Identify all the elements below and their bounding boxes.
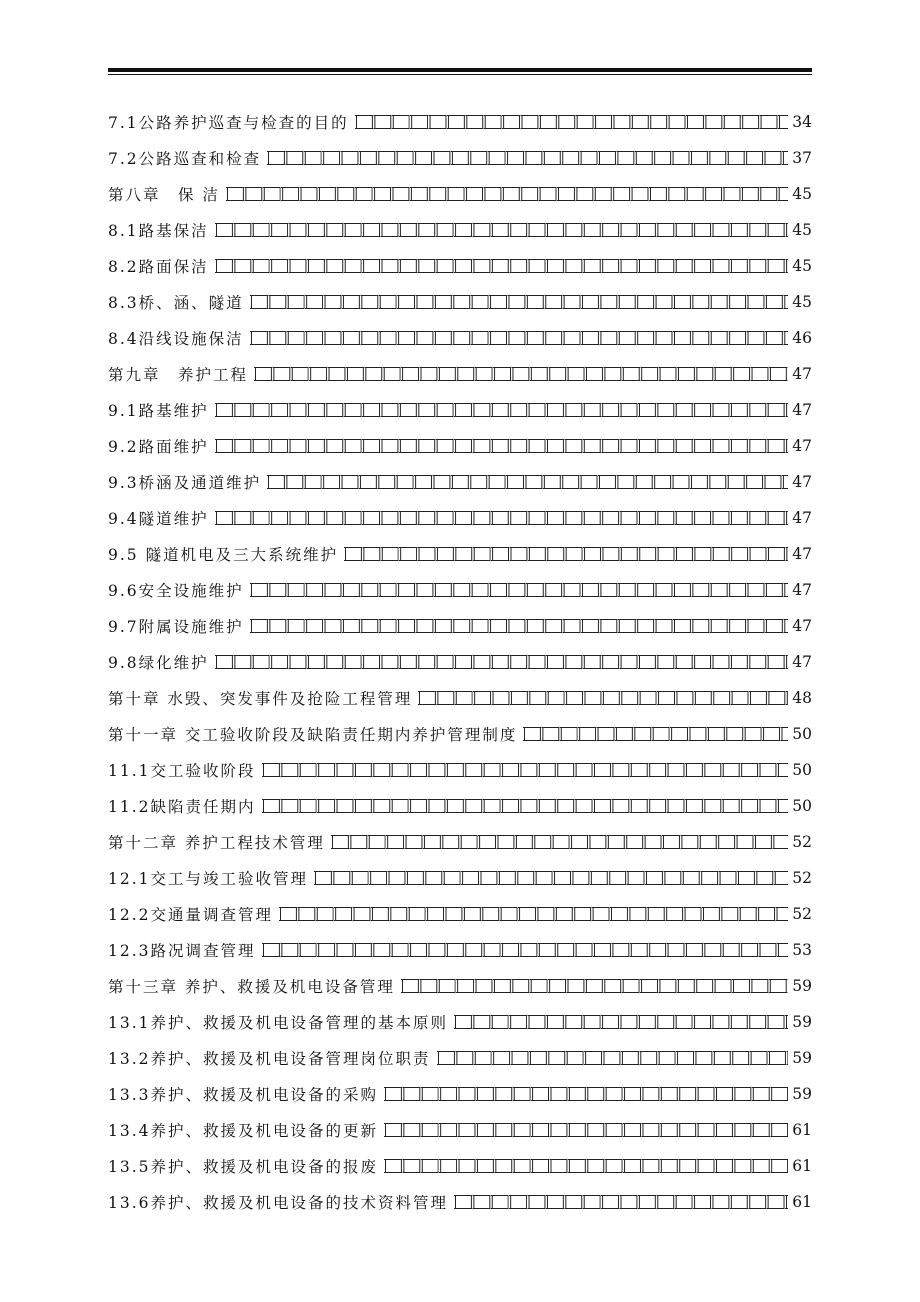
toc-entry-page-number: 37 bbox=[792, 149, 812, 167]
toc-entry-page-number: 47 bbox=[792, 509, 812, 527]
toc-entry[interactable] bbox=[108, 356, 812, 392]
toc-leader bbox=[384, 1123, 788, 1137]
toc-entry[interactable] bbox=[108, 140, 812, 176]
toc-entry-title: 12.2交通量调查管理 bbox=[108, 906, 274, 924]
toc-entry-page-number: 47 bbox=[792, 473, 812, 491]
toc-leader bbox=[215, 403, 789, 417]
toc-entry-title: 第九章 养护工程 bbox=[108, 366, 249, 384]
header-rule-thick bbox=[108, 68, 812, 72]
toc-leader bbox=[250, 295, 789, 309]
toc-entry[interactable] bbox=[108, 1040, 812, 1076]
toc-entry-page-number: 61 bbox=[792, 1121, 812, 1139]
toc-entry[interactable] bbox=[108, 428, 812, 464]
toc-entry-title: 9.6安全设施维护 bbox=[108, 582, 244, 600]
toc-entry[interactable] bbox=[108, 680, 812, 716]
toc-entry-title: 8.4沿线设施保洁 bbox=[108, 330, 244, 348]
toc-entry[interactable] bbox=[108, 1076, 812, 1112]
toc-entry-page-number: 52 bbox=[792, 869, 812, 887]
toc-entry-page-number: 52 bbox=[792, 833, 812, 851]
toc-leader bbox=[331, 835, 788, 849]
toc-leader bbox=[454, 1195, 788, 1209]
toc-entry[interactable] bbox=[108, 464, 812, 500]
toc-leader bbox=[401, 979, 788, 993]
toc-entry-title: 第十二章 养护工程技术管理 bbox=[108, 834, 325, 852]
toc-leader bbox=[226, 187, 788, 201]
toc-leader bbox=[215, 511, 789, 525]
toc-entry-page-number: 52 bbox=[792, 905, 812, 923]
toc-entry-title: 13.6养护、救援及机电设备的技术资料管理 bbox=[108, 1194, 449, 1212]
header-rule bbox=[108, 68, 812, 75]
toc-entry-page-number: 50 bbox=[792, 725, 812, 743]
header-rule-thin bbox=[108, 74, 812, 75]
toc-entry-page-number: 61 bbox=[792, 1193, 812, 1211]
toc-entry-title: 12.1交工与竣工验收管理 bbox=[108, 870, 309, 888]
toc-leader bbox=[267, 151, 788, 165]
toc-leader bbox=[262, 943, 789, 957]
toc-leader bbox=[215, 259, 789, 273]
toc-entry-title: 12.3路况调查管理 bbox=[108, 942, 256, 960]
toc-leader bbox=[454, 1015, 788, 1029]
toc-entry[interactable] bbox=[108, 500, 812, 536]
toc-entry-page-number: 46 bbox=[792, 329, 812, 347]
toc-entry-page-number: 47 bbox=[792, 437, 812, 455]
toc-entry[interactable] bbox=[108, 572, 812, 608]
toc-leader bbox=[418, 691, 788, 705]
toc-entry-title: 13.2养护、救援及机电设备管理岗位职责 bbox=[108, 1050, 431, 1068]
toc-leader bbox=[344, 547, 788, 561]
toc-entry[interactable] bbox=[108, 284, 812, 320]
toc-leader bbox=[523, 727, 788, 741]
toc-entry-page-number: 59 bbox=[792, 977, 812, 995]
toc-entry-title: 8.1路基保洁 bbox=[108, 222, 209, 240]
toc-leader bbox=[279, 907, 788, 921]
toc-leader bbox=[215, 439, 789, 453]
toc-entry[interactable] bbox=[108, 1004, 812, 1040]
toc-entry-page-number: 59 bbox=[792, 1013, 812, 1031]
toc-entry-page-number: 50 bbox=[792, 797, 812, 815]
toc-entry[interactable] bbox=[108, 176, 812, 212]
toc-entry-page-number: 34 bbox=[792, 113, 812, 131]
toc-entry[interactable] bbox=[108, 392, 812, 428]
toc-entry[interactable] bbox=[108, 824, 812, 860]
toc-entry-title: 第十一章 交工验收阶段及缺陷责任期内养护管理制度 bbox=[108, 726, 518, 744]
toc-entry-title: 第十章 水毁、突发事件及抢险工程管理 bbox=[108, 690, 413, 708]
toc-entry-title: 13.1养护、救援及机电设备管理的基本原则 bbox=[108, 1014, 449, 1032]
toc-entry-title: 8.3桥、涵、隧道 bbox=[108, 294, 244, 312]
toc-leader bbox=[262, 799, 789, 813]
toc-entry[interactable] bbox=[108, 536, 812, 572]
toc-entry-title: 9.3桥涵及通道维护 bbox=[108, 474, 262, 492]
toc-entry-title: 11.2缺陷责任期内 bbox=[108, 798, 256, 816]
toc-leader bbox=[250, 619, 789, 633]
toc-entry[interactable] bbox=[108, 608, 812, 644]
toc-entry[interactable] bbox=[108, 248, 812, 284]
toc-entry[interactable] bbox=[108, 752, 812, 788]
toc-entry-page-number: 53 bbox=[792, 941, 812, 959]
toc-leader bbox=[355, 115, 789, 129]
toc-entry[interactable] bbox=[108, 1148, 812, 1184]
toc-entry[interactable] bbox=[108, 644, 812, 680]
toc-entry-title: 13.3养护、救援及机电设备的采购 bbox=[108, 1086, 379, 1104]
toc-leader bbox=[250, 583, 789, 597]
toc-entry-page-number: 47 bbox=[792, 653, 812, 671]
toc-entry-title: 9.4隧道维护 bbox=[108, 510, 209, 528]
toc-leader bbox=[267, 475, 788, 489]
toc-entry[interactable] bbox=[108, 1112, 812, 1148]
toc-leader bbox=[437, 1051, 789, 1065]
toc-leader bbox=[215, 223, 789, 237]
toc-entry[interactable] bbox=[108, 932, 812, 968]
toc-entry-page-number: 45 bbox=[792, 257, 812, 275]
toc-leader bbox=[384, 1087, 788, 1101]
toc-entry-page-number: 47 bbox=[792, 545, 812, 563]
toc-leader bbox=[250, 331, 789, 345]
toc-entry[interactable] bbox=[108, 788, 812, 824]
toc-entry[interactable] bbox=[108, 896, 812, 932]
toc-leader bbox=[314, 871, 788, 885]
toc-entry-page-number: 59 bbox=[792, 1049, 812, 1067]
toc-entry-page-number: 50 bbox=[792, 761, 812, 779]
toc-entry-title: 7.1公路养护巡查与检查的目的 bbox=[108, 114, 349, 132]
toc-leader bbox=[384, 1159, 788, 1173]
toc-entry-title: 第十三章 养护、救援及机电设备管理 bbox=[108, 978, 395, 996]
toc-entry[interactable] bbox=[108, 104, 812, 140]
toc-leader bbox=[254, 367, 788, 381]
toc-entry-page-number: 45 bbox=[792, 185, 812, 203]
toc-entry[interactable] bbox=[108, 1184, 812, 1220]
toc-entry-page-number: 48 bbox=[792, 689, 812, 707]
toc-entry-title: 13.4养护、救援及机电设备的更新 bbox=[108, 1122, 379, 1140]
toc-entry-title: 9.8绿化维护 bbox=[108, 654, 209, 672]
toc-entry[interactable] bbox=[108, 212, 812, 248]
toc-entry-title: 11.1交工验收阶段 bbox=[108, 762, 256, 780]
toc-entry-title: 13.5养护、救援及机电设备的报废 bbox=[108, 1158, 379, 1176]
toc-entry-title: 7.2公路巡查和检查 bbox=[108, 150, 262, 168]
toc-entry-page-number: 47 bbox=[792, 617, 812, 635]
toc-entry-page-number: 61 bbox=[792, 1157, 812, 1175]
toc-entry[interactable] bbox=[108, 716, 812, 752]
toc-entry-page-number: 47 bbox=[792, 365, 812, 383]
toc-entry-title: 第八章 保 洁 bbox=[108, 186, 220, 204]
toc-entry-title: 9.5 隧道机电及三大系统维护 bbox=[108, 546, 339, 564]
toc-entry-page-number: 45 bbox=[792, 221, 812, 239]
toc-entry[interactable] bbox=[108, 860, 812, 896]
toc-entry[interactable] bbox=[108, 968, 812, 1004]
toc-entry-title: 8.2路面保洁 bbox=[108, 258, 209, 276]
toc-entry-page-number: 59 bbox=[792, 1085, 812, 1103]
toc-leader bbox=[262, 763, 789, 777]
toc-entry-title: 9.1路基维护 bbox=[108, 402, 209, 420]
toc-entry-page-number: 45 bbox=[792, 293, 812, 311]
toc-entry[interactable] bbox=[108, 320, 812, 356]
toc-leader bbox=[215, 655, 789, 669]
toc-entry-title: 9.2路面维护 bbox=[108, 438, 209, 456]
toc-entry-page-number: 47 bbox=[792, 401, 812, 419]
table-of-contents bbox=[108, 104, 812, 1220]
toc-entry-page-number: 47 bbox=[792, 581, 812, 599]
toc-entry-title: 9.7附属设施维护 bbox=[108, 618, 244, 636]
